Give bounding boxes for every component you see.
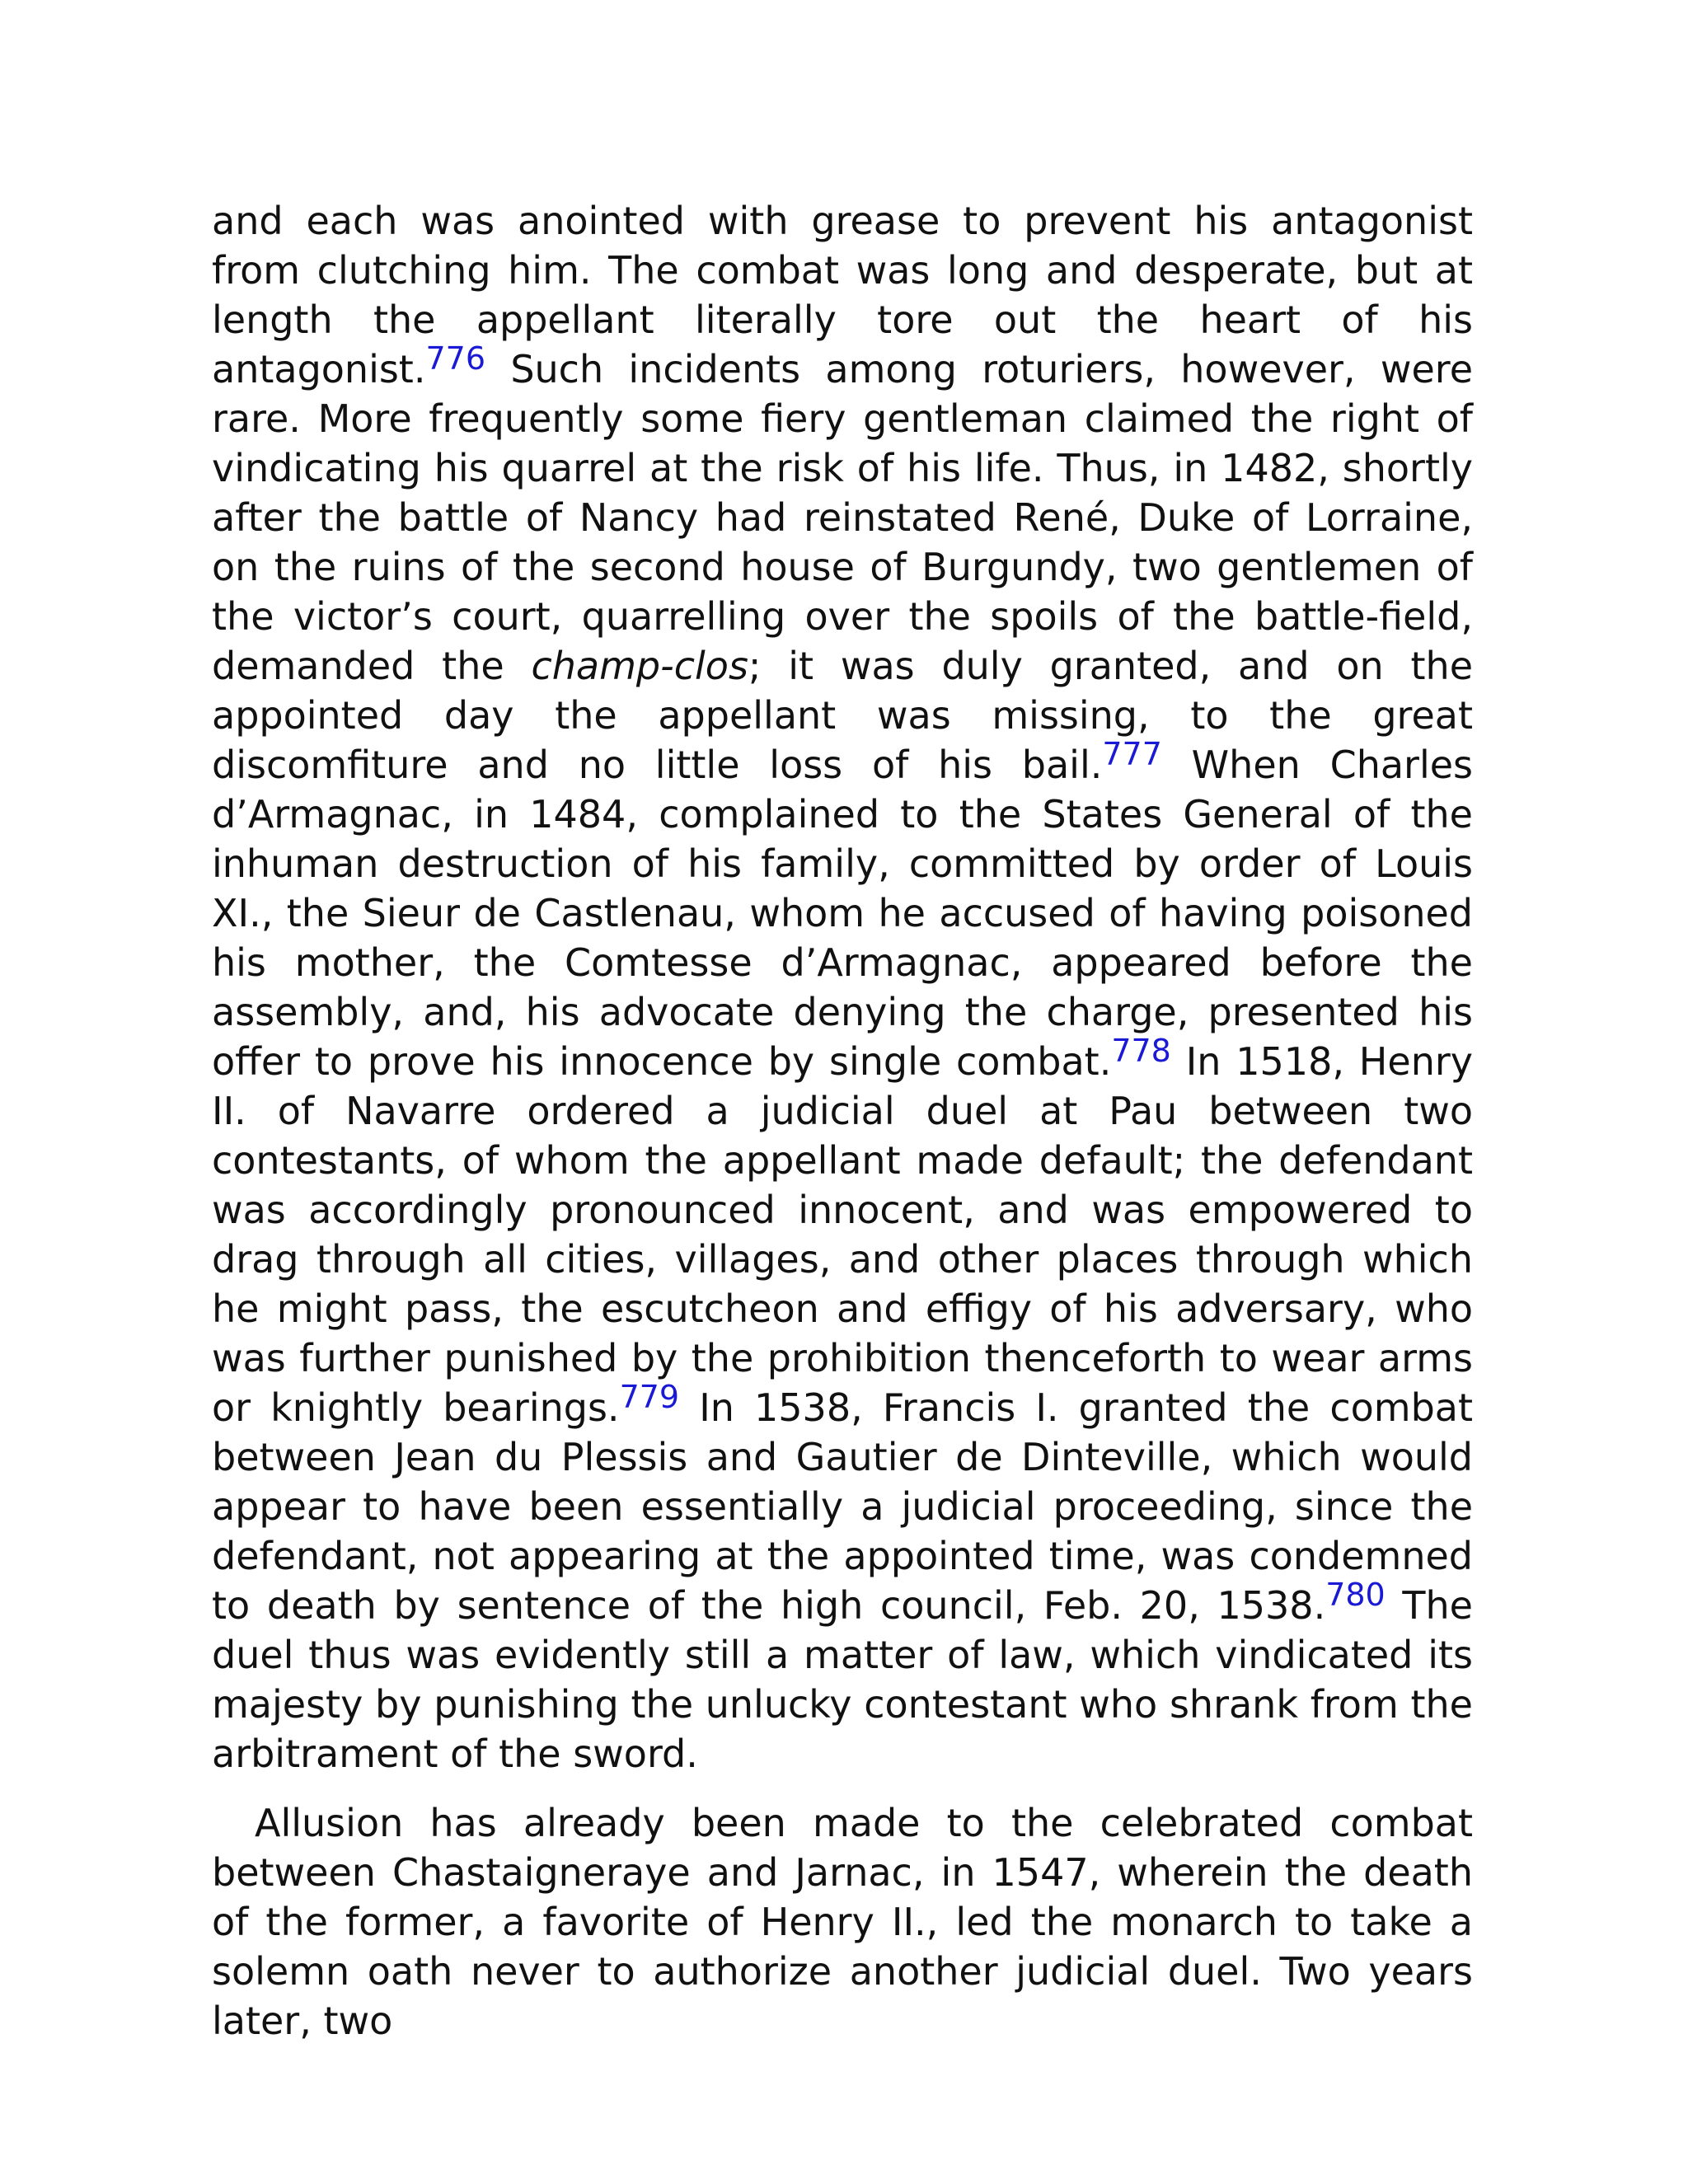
text-segment: ; it was duly granted, and on the appointed day the appellant was missing, to the great discomfiture and no little loss of his bail. <box>212 644 1474 787</box>
italic-term: champ-clos <box>531 644 748 688</box>
text-segment: When Charles d’Armagnac, in 1484, complained to the States General of the inhuman destruction of his family, committed by order of Louis XI., the Sieur de Castlenau, whom he accused of having poisoned his mother, the Comtesse d’Armagnac, appeared before the assembly, and, his advocate denying the charge, presented his offer to prove his innocence by single combat. <box>212 743 1473 1084</box>
footnote-link-780[interactable]: 780 <box>1325 1577 1386 1613</box>
paragraph-2 <box>212 1798 1473 2046</box>
text-segment: and each was anointed with grease to prevent his antagonist from clutching him. The combat was long and desperate, but at length the appellant literally tore out the heart of his antagonist. <box>212 199 1473 391</box>
text-segment: In 1518, Henry II. of Navarre ordered a judicial duel at Pau between two contestants, of whom the appellant made default; the defendant was accordingly pronounced innocent, and was empowered to drag through all cities, villages, and other places through which he might pass, the escutcheon and effigy of his adversary, who was further punished by the prohibition thenceforth to wear arms or knightly bearings. <box>212 1039 1473 1430</box>
footnote-link-776[interactable]: 776 <box>425 340 485 377</box>
paragraph-1 <box>212 196 1473 1779</box>
text-segment: The duel thus was evidently still a matter of law, which vindicated its majesty by punishing the unlucky contestant who shrank from the arbitrament of the sword. <box>212 1583 1473 1776</box>
text-segment: In 1538, Francis I. granted the combat between Jean du Plessis and Gautier de Dinteville, which would appear to have been essentially a judicial proceeding, since the defendant, not appearing at the appointed time, was condemned to death by sentence of the high council, Feb. 20, 1538. <box>212 1385 1473 1628</box>
footnote-link-778[interactable]: 778 <box>1111 1033 1171 1069</box>
text-segment: Allusion has already been made to the celebrated combat between Chastaigneraye and Jarnac, in 1547, wherein the death of the former, a favorite of Henry II., led the monarch to take a solemn oath never to authorize another judicial duel. Two years later, two <box>212 1801 1473 2043</box>
footnote-link-779[interactable]: 779 <box>619 1379 680 1415</box>
document-page <box>212 196 1473 2046</box>
text-segment: Such incidents among roturiers, however, were rare. More frequently some fiery gentleman claimed the right of vindicating his quarrel at the risk of his life. Thus, in 1482, shortly after the battle of Nancy had reinstated René, Duke of Lorraine, on the ruins of the second house of Burgundy, two gentlemen of the victor’s court, quarrelling over the spoils of the battle-field, demanded the <box>212 347 1473 688</box>
footnote-link-777[interactable]: 777 <box>1102 736 1162 772</box>
